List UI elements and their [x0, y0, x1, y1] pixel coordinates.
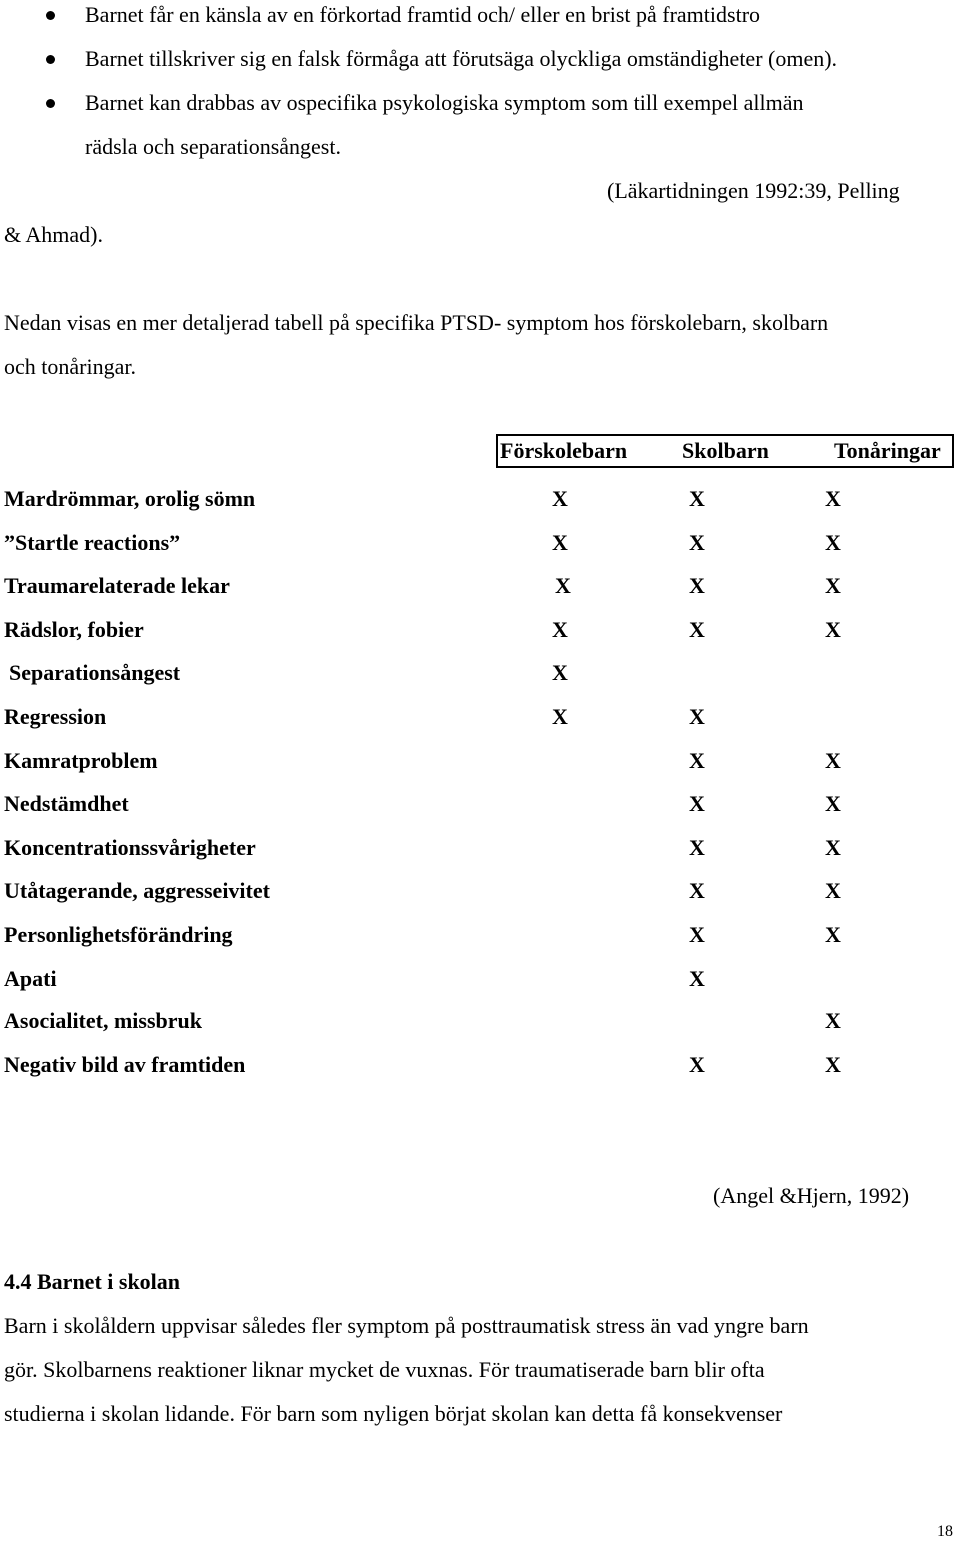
- section-paragraph-line: gör. Skolbarnens reaktioner liknar mycket de vuxnas. För traumatiserade barn blir ofta: [4, 1357, 765, 1382]
- table-cell: X: [825, 835, 841, 860]
- table-cell: X: [689, 486, 705, 511]
- table-cell: X: [825, 530, 841, 555]
- table-cell: X: [552, 704, 568, 729]
- table-row-label: Traumarelaterade lekar: [4, 573, 230, 598]
- table-row-label: Personlighetsförändring: [4, 922, 233, 947]
- table-citation: (Angel &Hjern, 1992): [713, 1183, 910, 1208]
- table-cell: X: [689, 922, 705, 947]
- intro-paragraph: Nedan visas en mer detaljerad tabell på specifika PTSD- symptom hos förskolebarn, skolbarn: [4, 310, 829, 335]
- table-cell: X: [825, 486, 841, 511]
- table-cell: X: [825, 791, 841, 816]
- table-row-label: ”Startle reactions”: [4, 530, 181, 555]
- table-cell: X: [689, 791, 705, 816]
- section-paragraph-line: studierna i skolan lidande. För barn som nyligen börjat skolan kan detta få konsekvenser: [4, 1401, 783, 1426]
- table-row-label: Separationsångest: [9, 660, 181, 685]
- bullet-item-continuation: rädsla och separationsångest.: [85, 134, 341, 159]
- section-heading: 4.4 Barnet i skolan: [4, 1269, 181, 1294]
- table-row-label: Kamratproblem: [4, 748, 158, 773]
- bullet-item: Barnet får en känsla av en förkortad framtid och/ eller en brist på framtidstro: [85, 2, 761, 27]
- table-cell: X: [552, 660, 568, 685]
- table-cell: X: [689, 748, 705, 773]
- table-row-label: Nedstämdhet: [4, 791, 129, 816]
- table-cell: X: [552, 486, 568, 511]
- citation: (Läkartidningen 1992:39, Pelling: [607, 178, 900, 203]
- table-cell: X: [825, 1008, 841, 1033]
- table-row-label: Rädslor, fobier: [4, 617, 144, 642]
- table-row-label: Mardrömmar, orolig sömn: [4, 486, 256, 511]
- table-cell: X: [552, 617, 568, 642]
- table-cell: X: [825, 617, 841, 642]
- table-cell: X: [689, 835, 705, 860]
- citation-continuation: & Ahmad).: [4, 222, 103, 247]
- table-cell: X: [689, 1052, 705, 1077]
- table-row-label: Negativ bild av framtiden: [4, 1052, 246, 1077]
- table-cell: X: [689, 530, 705, 555]
- table-row-label: Apati: [4, 966, 57, 991]
- bullet-icon: [46, 99, 55, 108]
- column-header-preschool: Förskolebarn: [500, 438, 628, 463]
- table-cell: X: [552, 530, 568, 555]
- bullet-item: Barnet kan drabbas av ospecifika psykologiska symptom som till exempel allmän: [85, 90, 804, 115]
- table-cell: X: [689, 704, 705, 729]
- column-header-school: Skolbarn: [682, 438, 769, 463]
- table-row-label: Regression: [4, 704, 107, 729]
- bullet-icon: [46, 55, 55, 64]
- table-cell: X: [689, 573, 705, 598]
- table-cell: X: [825, 573, 841, 598]
- table-cell: X: [825, 922, 841, 947]
- intro-paragraph-continuation: och tonåringar.: [4, 354, 136, 379]
- table-cell: X: [825, 1052, 841, 1077]
- table-cell: X: [825, 748, 841, 773]
- table-row-label: Koncentrationssvårigheter: [4, 835, 256, 860]
- bullet-icon: [46, 11, 55, 20]
- table-row-label: Asocialitet, missbruk: [4, 1008, 202, 1033]
- table-cell: X: [825, 878, 841, 903]
- table-cell: X: [689, 878, 705, 903]
- table-cell: X: [689, 966, 705, 991]
- table-row-label: Utåtagerande, aggresseivitet: [4, 878, 270, 903]
- section-paragraph-line: Barn i skolåldern uppvisar således fler symptom på posttraumatisk stress än vad yngre barn: [4, 1313, 809, 1338]
- table-cell: X: [555, 573, 571, 598]
- table-cell: X: [689, 617, 705, 642]
- bullet-item: Barnet tillskriver sig en falsk förmåga att förutsäga olyckliga omständigheter (omen).: [85, 46, 838, 71]
- page-number: 18: [937, 1523, 953, 1540]
- column-header-teen: Tonåringar: [834, 438, 941, 463]
